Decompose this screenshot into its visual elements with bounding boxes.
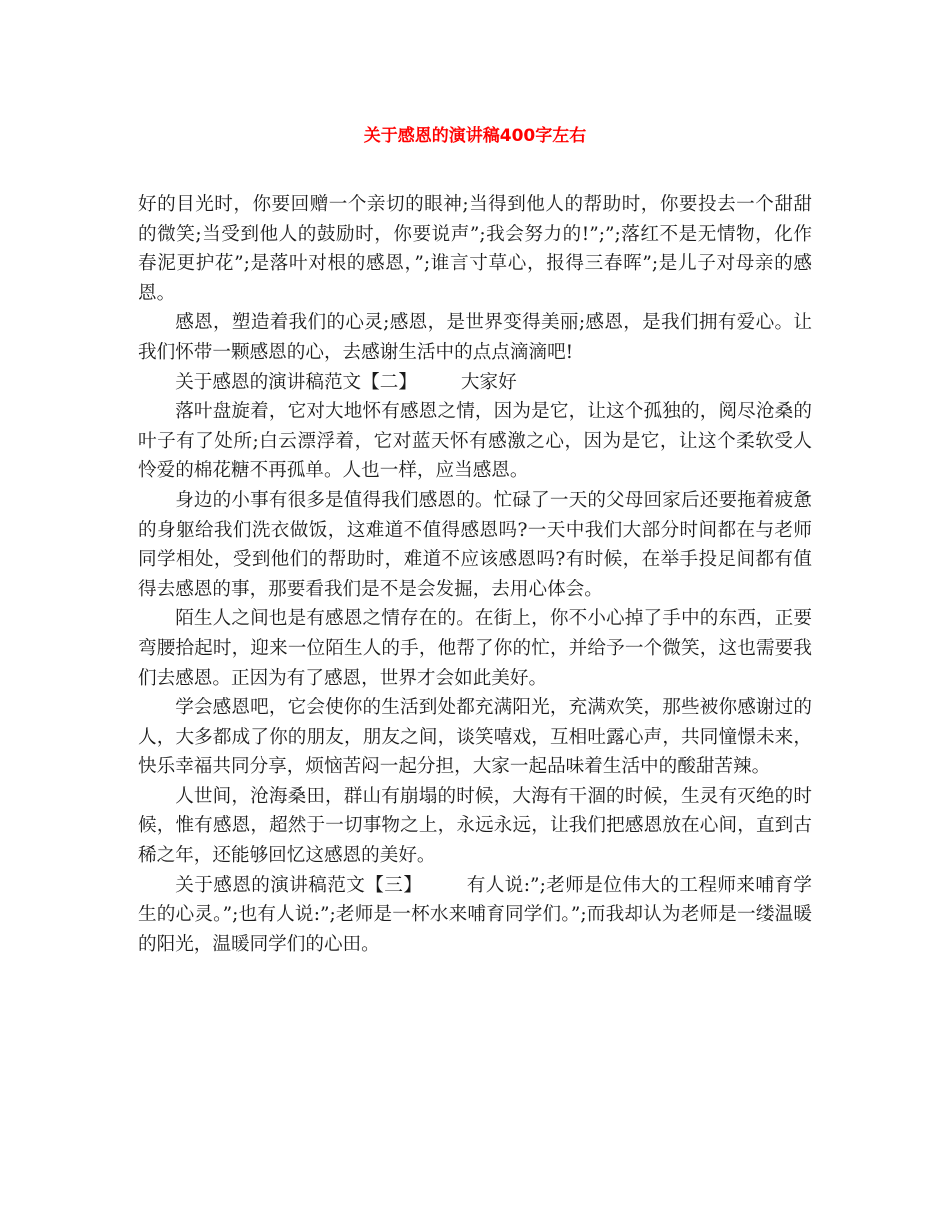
- paragraph: [138, 397, 812, 486]
- paragraph-text: 身边的小事有很多是值得我们感恩的。忙碌了一天的父母回家后还要拖着疲惫的身躯给我们洗衣做饭，这难道不值得感恩吗?一天中我们大部分时间都在与老师同学相处，受到他们的帮助时，难道不应该感恩吗?有时候，在举手投足间都有值得去感恩的事，那要看我们是不是会发掘，去用心体会。: [138, 489, 812, 600]
- paragraph-text: 人世间，沧海桑田，群山有崩塌的时候，大海有干涸的时候，生灵有灭绝的时候，惟有感恩，超然于一切事物之上，永远永远，让我们把感恩放在心间，直到古稀之年，还能够回忆这感恩的美好。: [138, 785, 812, 867]
- paragraph-text: 大家好: [460, 371, 517, 393]
- section-heading-paragraph: [138, 871, 812, 960]
- paragraph-text: 好的目光时，你要回赠一个亲切的眼神;当得到他人的帮助时，你要投去一个甜甜的微笑;当受到他人的鼓励时，你要说声”;我会努力的!”;”;落红不是无情物，化作春泥更护花”;是落叶对根的感恩，”;谁言寸草心，报得三春晖”;是儿子对母亲的感恩。: [138, 194, 812, 304]
- paragraph: [138, 604, 812, 693]
- paragraph-text: 有人说:”;老师是位伟大的工程师来哺育学生的心灵。”;也有人说:”;老师是一杯水来哺育同学们。”;而我却认为老师是一缕温暖的阳光，温暖同学们的心田。: [138, 874, 812, 955]
- section-heading-paragraph: [138, 368, 812, 398]
- paragraph: [138, 308, 812, 367]
- paragraph: [138, 486, 812, 604]
- section-heading: 关于感恩的演讲稿范文【三】: [175, 874, 423, 896]
- paragraph-text: 落叶盘旋着，它对大地怀有感恩之情，因为是它，让这个孤独的，阅尽沧桑的叶子有了处所;白云漂浮着，它对蓝天怀有感激之心，因为是它，让这个柔软受人怜爱的棉花糖不再孤单。人也一样，应当感恩。: [138, 401, 812, 482]
- paragraph: [138, 782, 812, 871]
- paragraph-text: 陌生人之间也是有感恩之情存在的。在街上，你不小心掉了手中的东西，正要弯腰拾起时，迎来一位陌生人的手，他帮了你的忙，并给予一个微笑，这也需要我们去感恩。正因为有了感恩，世界才会如此美好。: [138, 608, 812, 689]
- paragraph: [138, 190, 812, 308]
- section-heading: 关于感恩的演讲稿范文【二】: [175, 371, 417, 393]
- paragraph: [138, 693, 812, 782]
- document-title: 关于感恩的演讲稿400字左右: [363, 126, 587, 146]
- document-body: [138, 190, 812, 959]
- paragraph-text: 学会感恩吧，它会使你的生活到处都充满阳光，充满欢笑，那些被你感谢过的人，大多都成了你的朋友，朋友之间，谈笑嘻戏，互相吐露心声，共同憧憬未来，快乐幸福共同分享，烦恼苦闷一起分担，大家一起品味着生活中的酸甜苦辣。: [138, 697, 812, 778]
- paragraph-text: 感恩，塑造着我们的心灵;感恩，是世界变得美丽;感恩，是我们拥有爱心。让我们怀带一颗感恩的心，去感谢生活中的点点滴滴吧!: [138, 312, 812, 363]
